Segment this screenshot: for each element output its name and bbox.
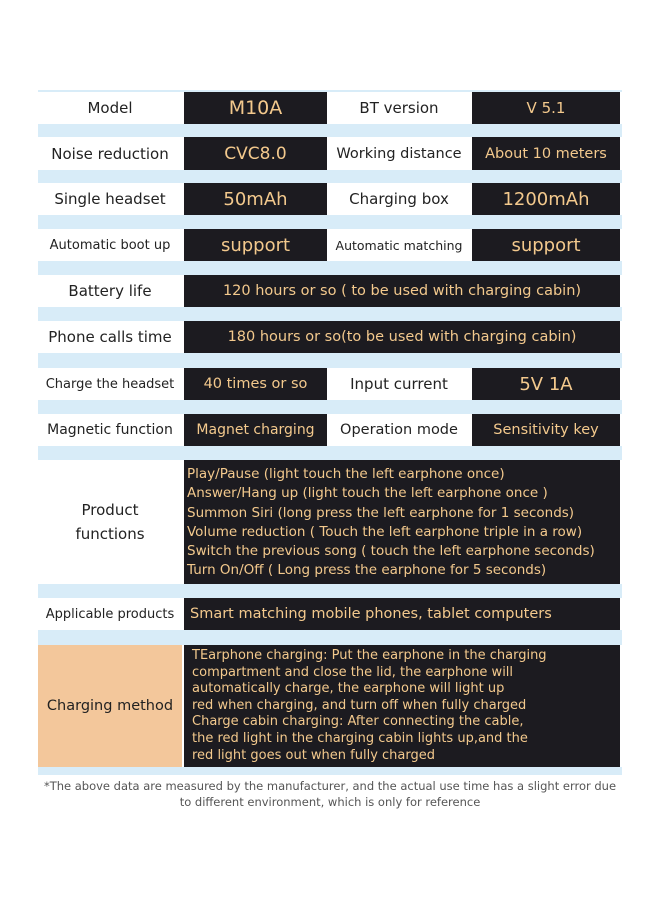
product-functions-label-line2: functions	[75, 525, 145, 543]
function-line: Play/Pause (light touch the left earphone once)	[187, 466, 505, 482]
noise-reduction-value: CVC8.0	[184, 137, 327, 170]
footnote	[38, 775, 622, 814]
charging-method-label: Charging method	[46, 698, 174, 714]
footnote-line1: *The above data are measured by the manufacturer, and the actual use time has a slight error due	[43, 779, 617, 793]
operation-mode-value: Sensitivity key	[472, 414, 620, 446]
applicable-products-value: Smart matching mobile phones, tablet computers	[184, 598, 620, 630]
bt-version-value: V 5.1	[472, 92, 620, 124]
single-headset-label: Single headset	[54, 190, 166, 208]
charging-line: TEarphone charging: Put the earphone in the charging	[192, 648, 547, 663]
charging-box-value: 1200mAh	[472, 183, 620, 215]
automatic-boot-up-value: support	[184, 229, 327, 261]
product-functions-label-line1: Product	[81, 501, 139, 519]
charging-line: Charge cabin charging: After connecting the cable,	[192, 714, 524, 730]
product-functions-list	[184, 460, 620, 584]
charging-line: compartment and close the lid, the earphone will	[192, 664, 514, 680]
single-headset-value: 50mAh	[184, 183, 327, 215]
phone-calls-time-value: 180 hours or so(to be used with charging cabin)	[184, 321, 620, 353]
phone-calls-time-label: Phone calls time	[48, 328, 172, 346]
working-distance-label: Working distance	[336, 145, 462, 162]
automatic-boot-up-label: Automatic boot up	[49, 237, 171, 253]
charging-line: automatically charge, the earphone will light up	[192, 681, 505, 697]
applicable-products-label: Applicable products	[45, 606, 175, 622]
magnetic-function-value: Magnet charging	[184, 414, 327, 446]
magnetic-function-label: Magnetic function	[47, 422, 173, 438]
bt-version-label: BT version	[359, 99, 439, 117]
battery-life-label: Battery life	[68, 282, 152, 300]
charge-the-headset-label: Charge the headset	[45, 376, 175, 392]
model-label: Model	[87, 99, 133, 117]
automatic-matching-label: Automatic matching	[335, 237, 463, 253]
function-line: Volume reduction ( Touch the left earphone triple in a row)	[187, 523, 583, 540]
automatic-matching-value: support	[472, 229, 620, 261]
product-functions-label	[38, 460, 182, 584]
working-distance-value: About 10 meters	[472, 137, 620, 170]
function-line: Turn On/Off ( Long press the earphone for 5 seconds)	[187, 562, 547, 579]
function-line: Switch the previous song ( touch the left earphone seconds)	[187, 543, 595, 560]
charging-method-text	[184, 645, 620, 767]
noise-reduction-label: Noise reduction	[51, 144, 169, 163]
input-current-value: 5V 1A	[472, 368, 620, 400]
input-current-label: Input current	[350, 375, 448, 393]
charging-line: red when charging, and turn off when fully charged	[192, 697, 527, 713]
charge-the-headset-value: 40 times or so	[184, 368, 327, 400]
function-line: Summon Siri (long press the left earphone for 1 seconds)	[187, 504, 575, 521]
battery-life-value: 120 hours or so ( to be used with charging cabin)	[184, 275, 620, 307]
model-value: M10A	[184, 92, 327, 124]
footnote-line2: to different environment, which is only for reference	[179, 795, 481, 809]
charging-box-label: Charging box	[349, 190, 449, 208]
operation-mode-label: Operation mode	[340, 422, 458, 438]
charging-line: red light goes out when fully charged	[192, 747, 435, 763]
charging-line: the red light in the charging cabin lights up,and the	[192, 730, 528, 746]
function-line: Answer/Hang up (light touch the left earphone once )	[187, 485, 548, 502]
